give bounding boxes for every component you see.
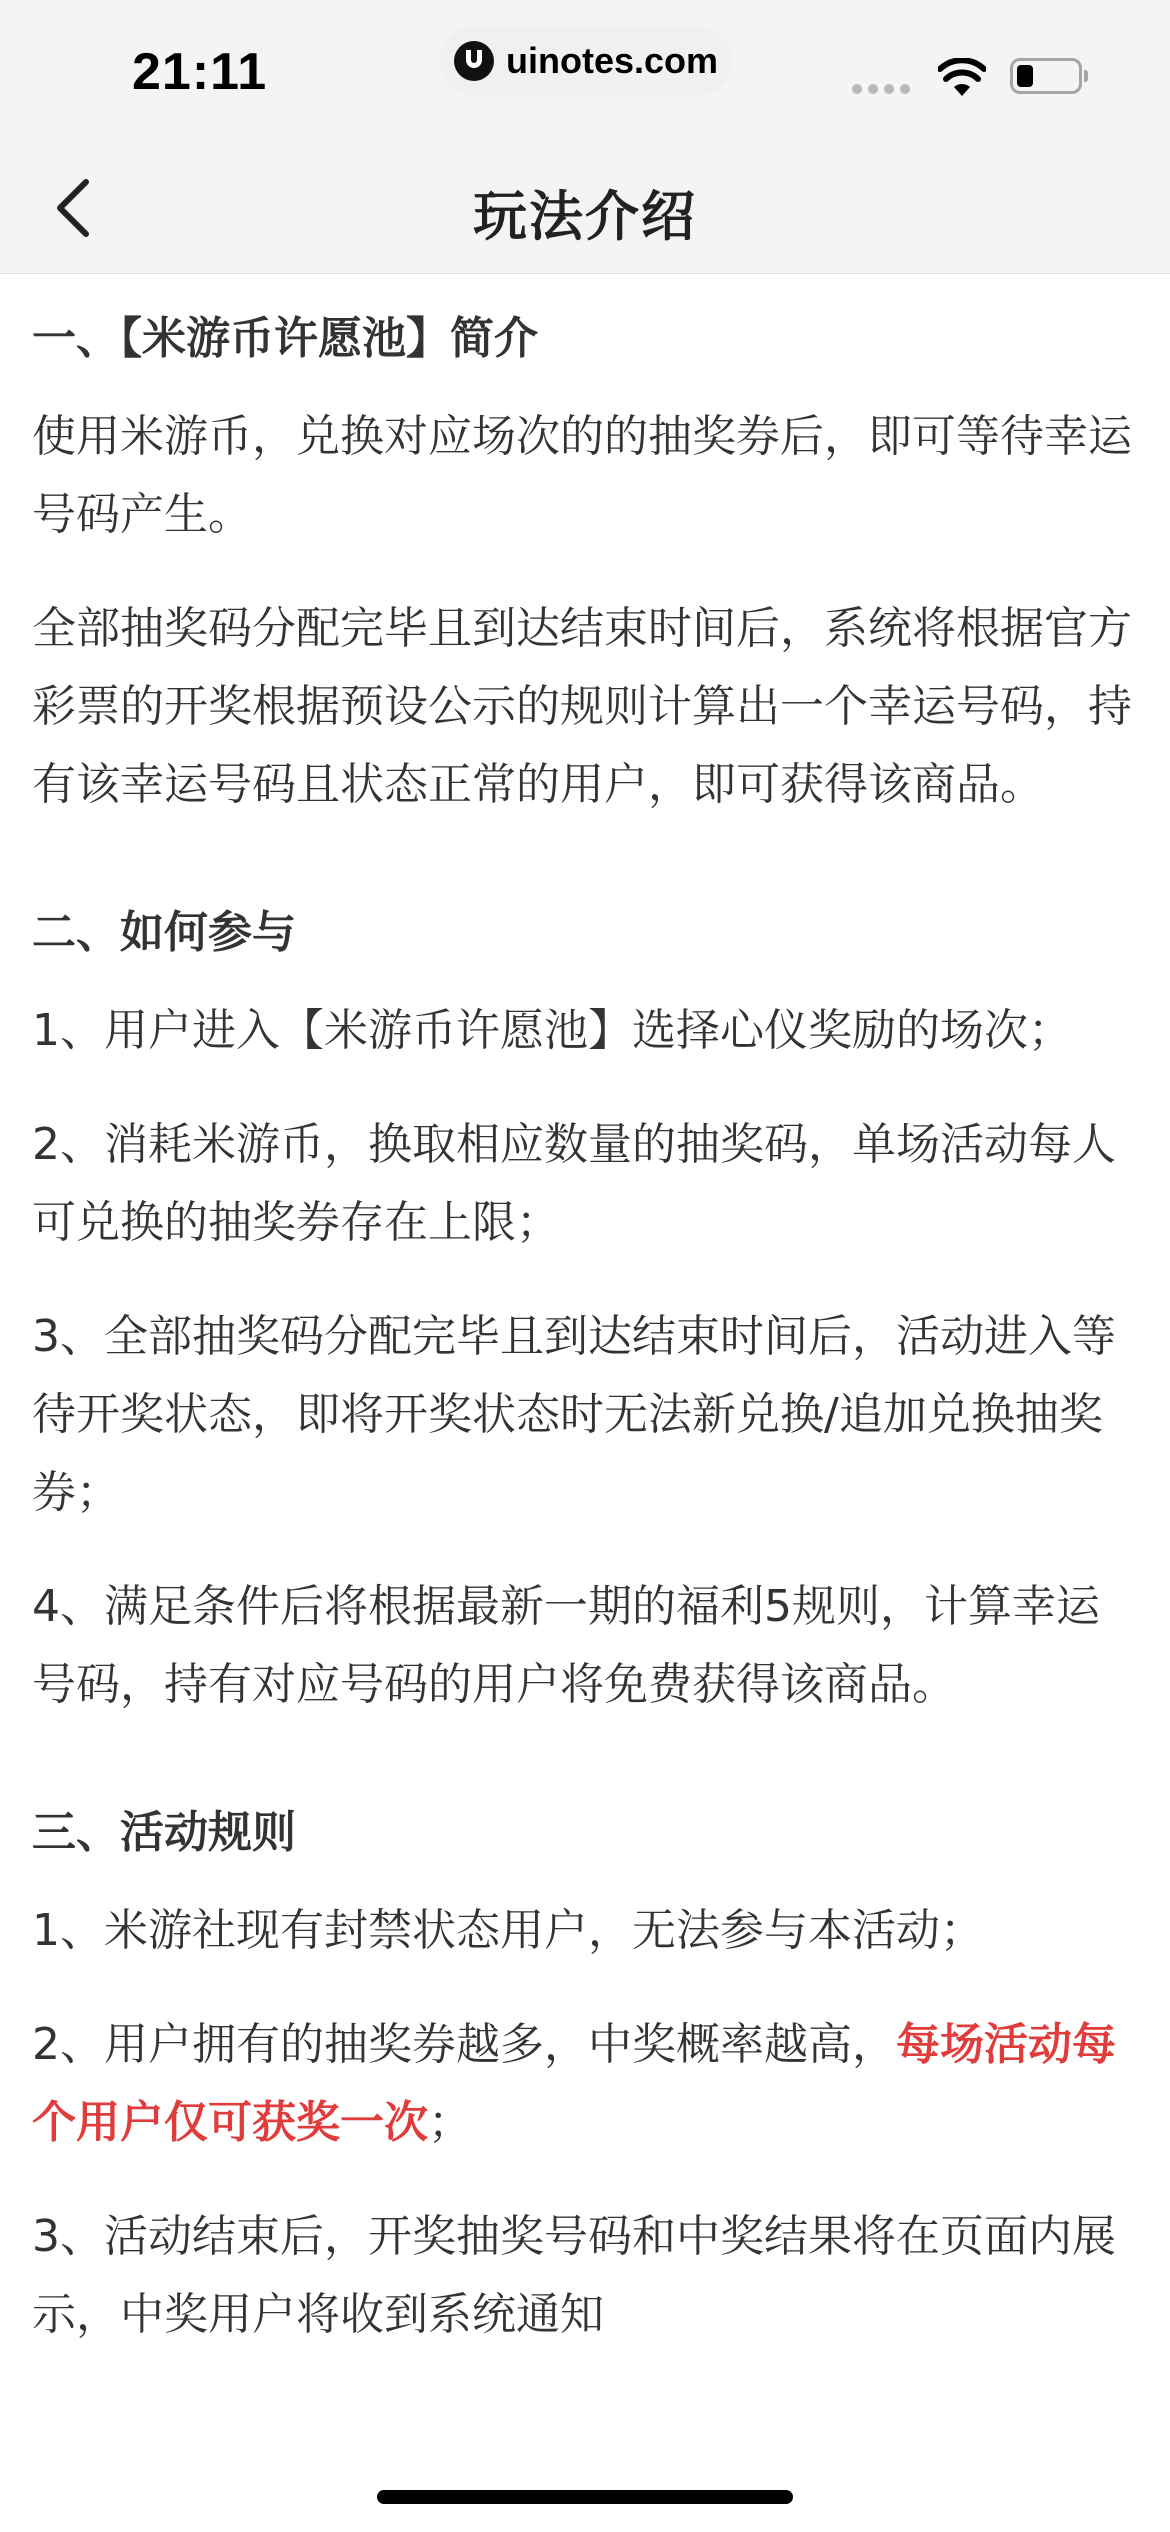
page-title: 玩法介绍 <box>473 185 697 248</box>
signal-icon <box>852 84 910 94</box>
join-step-3: 3、全部抽奖码分配完毕且到达结束时间后，活动进入等待开奖状态，即将开奖状态时无法新兑换/追加兑换抽奖券； <box>32 1311 1116 1518</box>
rule-3: 3、活动结束后，开奖抽奖号码和中奖结果将在页面内展示，中奖用户将收到系统通知 <box>32 2211 1116 2340</box>
rule-2-suffix: ； <box>428 2097 472 2148</box>
url-pill[interactable] <box>440 26 732 96</box>
join-step-2: 2、消耗米游币，换取相应数量的抽奖码，单场活动每人可兑换的抽奖券存在上限； <box>32 1119 1116 1248</box>
home-indicator[interactable] <box>377 2490 793 2504</box>
intro-paragraph-1: 使用米游币，兑换对应场次的的抽奖券后，即可等待幸运号码产生。 <box>32 411 1132 540</box>
rule-2-highlight: 每场活动每个用户仅可获奖一次 <box>32 2019 1116 2148</box>
rule-2-text: 2、用户拥有的抽奖券越多，中奖概率越高， <box>32 2019 896 2070</box>
rules-content <box>32 300 1132 2390</box>
battery-icon <box>1010 58 1082 94</box>
wifi-icon <box>938 58 986 98</box>
section-title-how-to-join: 二、如何参与 <box>32 907 296 958</box>
url-text: uinotes.com <box>505 40 719 81</box>
join-step-1: 1、用户进入【米游币许愿池】选择心仪奖励的场次； <box>32 1005 1072 1056</box>
rule-2 <box>32 2006 1132 2162</box>
rule-1: 1、米游社现有封禁状态用户，无法参与本活动； <box>32 1905 984 1956</box>
section-title-rules: 三、活动规则 <box>32 1807 296 1858</box>
status-time: 21:11 <box>132 43 268 101</box>
intro-paragraph-2: 全部抽奖码分配完毕且到达结束时间后，系统将根据官方彩票的开奖根据预设公示的规则计算出一个幸运号码，持有该幸运号码且状态正常的用户，即可获得该商品。 <box>32 603 1132 810</box>
site-logo-icon <box>454 41 494 81</box>
nav-bar <box>0 140 1170 274</box>
section-title-intro: 一、【米游币许愿池】简介 <box>32 313 538 364</box>
join-step-4: 4、满足条件后将根据最新一期的福利5规则，计算幸运号码，持有对应号码的用户将免费获得该商品。 <box>32 1581 1100 1710</box>
status-bar <box>0 0 1170 140</box>
